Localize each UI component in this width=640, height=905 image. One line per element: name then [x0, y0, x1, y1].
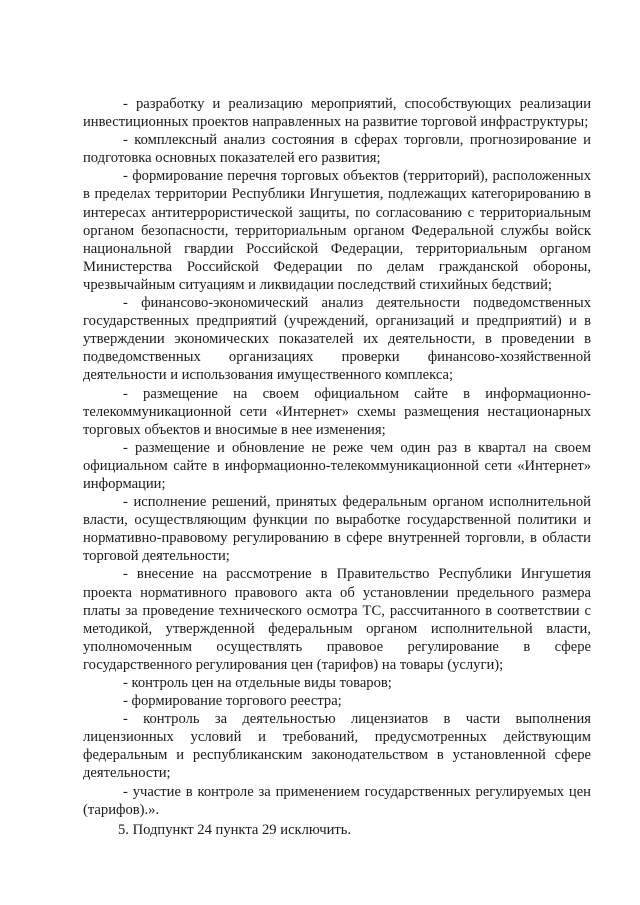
list-item: - внесение на рассмотрение в Правительство Республики Ингушетия проекта нормативного правового акта об установлении предельного размера платы за проведение технического осмотра ТС, рассчитанного в соответствии с методикой, утвержденной федеральным органом исполнительной власти, уполномоченным осуществлять правовое регулирование в сфере государственного регулирования цен (тарифов) на товары (услуги); — [83, 566, 591, 673]
list-item: - финансово-экономический анализ деятельности подведомственных государственных предприятий (учреждений, организаций и предприятий) и в утверждении экономических показателей их деятельности, в проведении в подведомственных организациях проверки финансово-хозяйственной деятельности и использования имущественного комплекса; — [83, 295, 591, 384]
list-item: - контроль цен на отдельные виды товаров; — [123, 675, 392, 691]
list-item: - размещение на своем официальном сайте в информационно-телекоммуникационной сети «Интернет» схемы размещения нестационарных торговых объектов и вносимые в нее изменения; — [83, 385, 591, 438]
list-item: - формирование торгового реестра; — [123, 693, 342, 710]
list-item: - участие в контроле за применением государственных регулируемых цен (тарифов).». — [83, 783, 591, 818]
list-item: - комплексный анализ состояния в сферах торговли, прогнозирование и подготовка основных показателей его развития; — [83, 132, 591, 167]
list-item: - формирование перечня торговых объектов (территорий), расположенных в пределах территории Республики Ингушетия, подлежащих категорированию в интересах антитеррористической защиты, по согласованию с территориальным органом безопасности, территориальным органом Федеральной службы войск национальной гвардии Российской Федерации, территориальным органом Министерства Российской Федерации по делам гражданской обороны, чрезвычайным ситуациям и ликвидации последствий стихийных бедствий; — [83, 168, 591, 293]
document-page — [83, 95, 591, 839]
list-item: - исполнение решений, принятых федеральным органом исполнительной власти, осуществляющим функции по выработке государственной политики и нормативно-правовому регулированию в сфере внутренней торговли, в области торговой деятельности; — [83, 494, 591, 565]
amendment-clause: 5. Подпункт 24 пункта 29 исключить. — [118, 821, 352, 838]
list-item: - разработку и реализацию мероприятий, способствующих реализации инвестиционных проектов направленных на развитие торговой инфраструктуры; — [83, 96, 591, 131]
list-item: - контроль за деятельностью лицензиатов в части выполнения лицензионных условий и требований, предусмотренных действующим федеральным и республиканским законодательством в установленной сфере деятельности; — [83, 711, 591, 782]
list-item: - размещение и обновление не реже чем один раз в квартал на своем официальном сайте в информационно-телекоммуникационной сети «Интернет» информации; — [83, 439, 591, 492]
